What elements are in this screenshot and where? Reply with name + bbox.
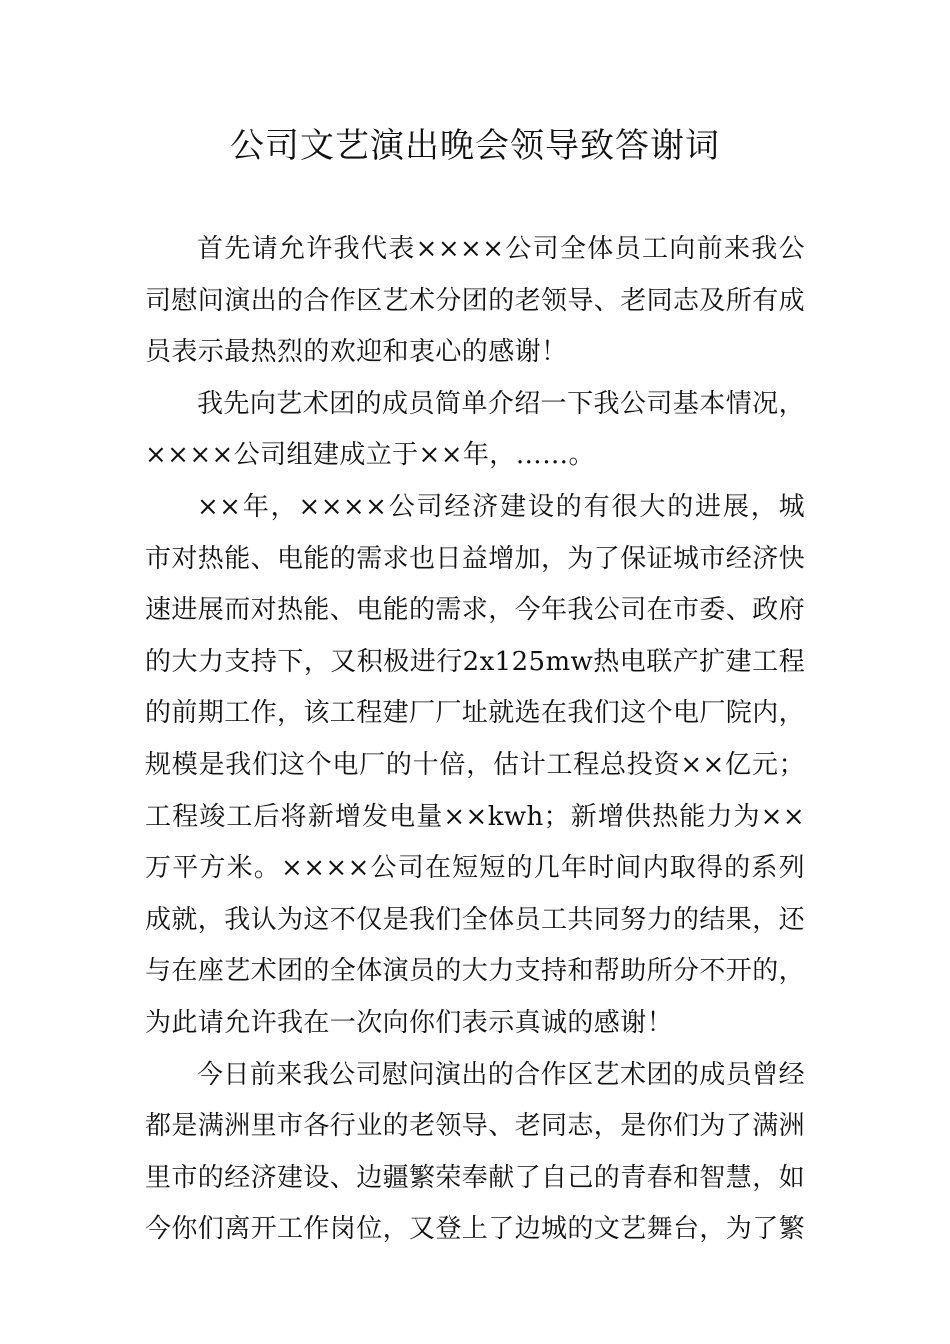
paragraph-welcome: 首先请允许我代表××××公司全体员工向前来我公司慰问演出的合作区艺术分团的老领导、老同志及所有成员表示最热烈的欢迎和衷心的感谢！ (145, 234, 806, 368)
document-body (145, 224, 805, 1256)
paragraph-achievements: ××年，××××公司经济建设的有很大的进展，城市对热能、电能的需求也日益增加，为了保证城市经济快速进展而对热能、电能的需求，今年我公司在市委、政府的大力支持下，又积极进行2x125mw热电联产扩建工程的前期工作，该工程建厂厂址就选在我们这个电厂院内，规模是我们这个电厂的十倍，估计工程总投资××亿元；工程竣工后将新增发电量××kwh；新增供热能力为××万平方米。××××公司在短短的几年时间内取得的系列成就，我认为这不仅是我们全体员工共同努力的结果，还与在座艺术团的全体演员的大力支持和帮助所分不开的，为此请允许我在一次向你们表示真诚的感谢！ (145, 491, 806, 1038)
document-title: 公司文艺演出晚会领导致答谢词 (230, 126, 720, 166)
paragraph-art-troupe: 今日前来我公司慰问演出的合作区艺术团的成员曾经都是满洲里市各行业的老领导、老同志，是你们为了满洲里市的经济建设、边疆繁荣奉献了自己的青春和智慧，如今你们离开工作岗位，又登上了边城的文艺舞台，为了繁 (145, 1059, 806, 1245)
paragraph-company-intro: 我先向艺术团的成员简单介绍一下我公司基本情况，××××公司组建成立于××年，……。 (145, 388, 805, 471)
